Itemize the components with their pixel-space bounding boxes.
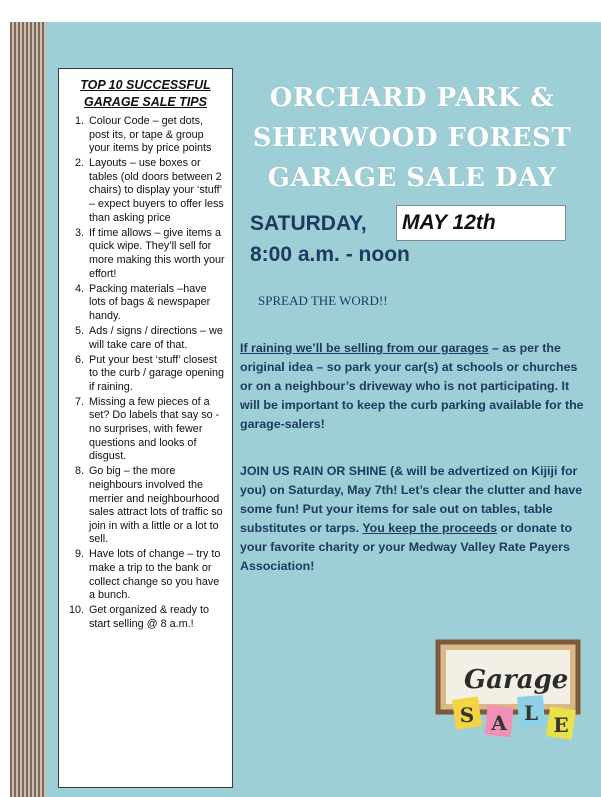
tip-item: 8. Go big – the more neighbours involved the merrier and neighbourhood sales attract lots of traffic so join in with a little or a lot to sell. bbox=[74, 465, 223, 546]
rain-paragraph: If raining we’ll be selling from our garages – as per the original idea – so park your car(s) at schools or churches or on a neighbour’s driveway who is not participating. It will be important to keep the curb parking available for the garage-salers! bbox=[240, 341, 584, 431]
spread-the-word: SPREAD THE WORD!! bbox=[258, 293, 388, 308]
tip-item: 7. Missing a few pieces of a set? Do labels that say so - no surprises, with fewer questions and looks of disgust. bbox=[74, 395, 220, 463]
logo-letter-e: E bbox=[553, 713, 569, 737]
tip-item: 1. Colour Code – get dots, post its, or tape & group your items by price points bbox=[74, 115, 212, 155]
tip-item: 3. If time allows – give items a quick wipe. They’ll sell for more making this worth your effort! bbox=[74, 226, 225, 280]
tips-title: TOP 10 SUCCESSFUL GARAGE SALE TIPS bbox=[80, 78, 211, 109]
logo-letter-s: S bbox=[459, 703, 475, 727]
tip-item: 5. Ads / signs / directions – we will take care of that. bbox=[74, 324, 223, 351]
logo-letter-a: A bbox=[491, 711, 507, 735]
tip-item: 4. Packing materials –have lots of bags & newspaper handy. bbox=[74, 282, 211, 322]
headline-line: SHERWOOD FOREST bbox=[252, 123, 572, 153]
headline-line: GARAGE SALE DAY bbox=[267, 163, 557, 193]
logo-garage-word: Garage bbox=[464, 665, 569, 695]
logo-letter-l: L bbox=[523, 701, 539, 725]
event-day: SATURDAY, bbox=[250, 212, 367, 235]
garage-sale-logo bbox=[432, 636, 584, 751]
tip-item: 2. Layouts – use boxes or tables (old doors between 2 chairs) to display your ‘stuff’ – expect buyers to offer less than asking price bbox=[74, 157, 224, 224]
headline bbox=[232, 78, 592, 198]
tips-box bbox=[58, 68, 233, 788]
event-time: 8:00 a.m. - noon bbox=[250, 243, 410, 266]
proceeds-underlined: You keep the proceeds bbox=[362, 521, 498, 535]
tips-list bbox=[65, 115, 226, 631]
join-paragraph: JOIN US RAIN OR SHINE (& will be advertized on Kijiji for you) on Saturday, May 7th! Let’s clear the clutter and have some fun! Put your items for sale out on tables, table substitutes or tarps. You keep the proceeds or donate to your favorite charity or your Medway Valley Rate Payers Association! bbox=[240, 464, 583, 573]
rain-underlined: If raining we’ll be selling from our garages bbox=[240, 341, 489, 355]
tip-item: 10. Get organized & ready to start selling @ 8 a.m.! bbox=[68, 604, 210, 630]
event-date-label: MAY 12th bbox=[396, 205, 566, 241]
striped-border bbox=[10, 22, 46, 797]
garage-sale-logo-art bbox=[432, 636, 584, 751]
tip-item: 9. Have lots of change – try to make a trip to the bank or collect change so you have a bunch. bbox=[74, 548, 221, 602]
tip-item: 6. Put your best ‘stuff’ closest to the curb / garage opening if raining. bbox=[74, 353, 225, 393]
headline-line: ORCHARD PARK & bbox=[269, 83, 555, 113]
